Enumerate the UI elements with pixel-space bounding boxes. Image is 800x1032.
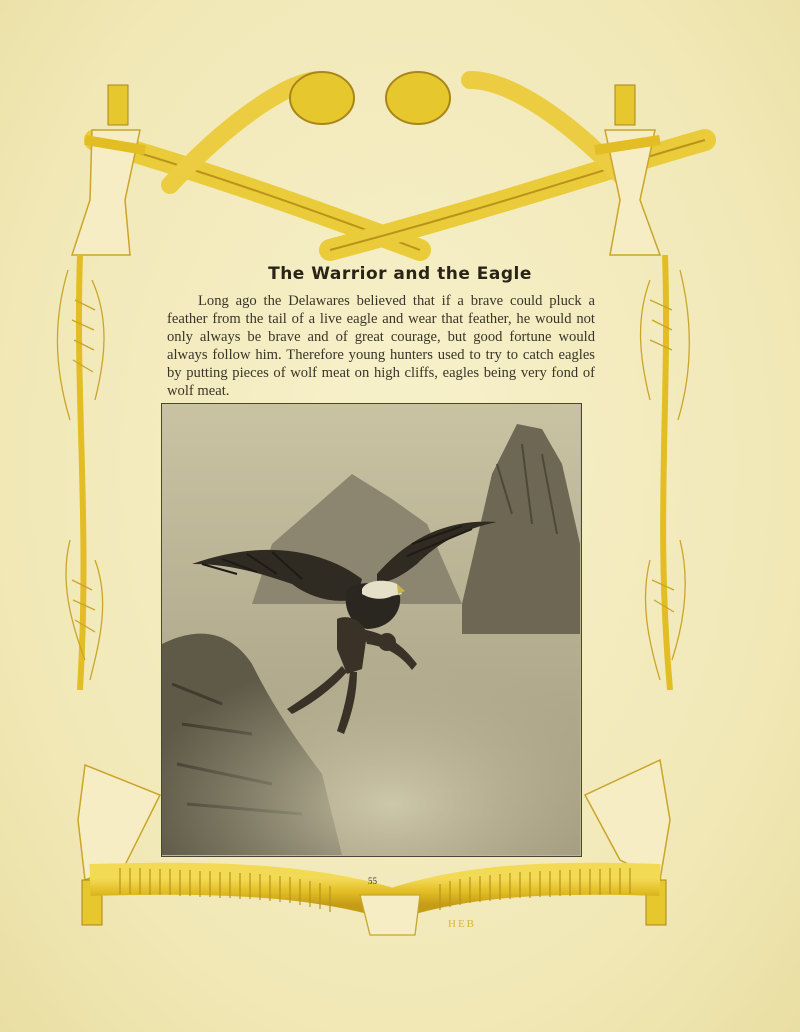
body-paragraph-block xyxy=(167,292,595,401)
page-title: The Warrior and the Eagle xyxy=(268,264,532,284)
artist-monogram: HEB xyxy=(448,918,476,930)
right-handle-feathers xyxy=(641,255,690,690)
left-handle-feathers xyxy=(57,255,104,690)
bottom-right-axe-ornament xyxy=(585,760,670,925)
illustration-plate xyxy=(161,403,582,857)
page-number: 55 xyxy=(368,876,377,886)
top-left-pipe-ornament xyxy=(95,72,420,250)
body-paragraph: Long ago the Delawares believed that if a brave could pluck a feather from the tail of a live eagle and wear that feather, he would not only always be brave and of great courage, but good fortune would always follow him. Therefore young hunters used to try to catch eagles by putting pieces of wolf meat on high cliffs, eagles being very fond of wolf meat. xyxy=(167,293,595,400)
top-left-axe-ornament xyxy=(72,85,145,255)
eagle-warrior-illustration xyxy=(162,404,580,855)
bottom-left-axe-ornament xyxy=(78,765,160,925)
